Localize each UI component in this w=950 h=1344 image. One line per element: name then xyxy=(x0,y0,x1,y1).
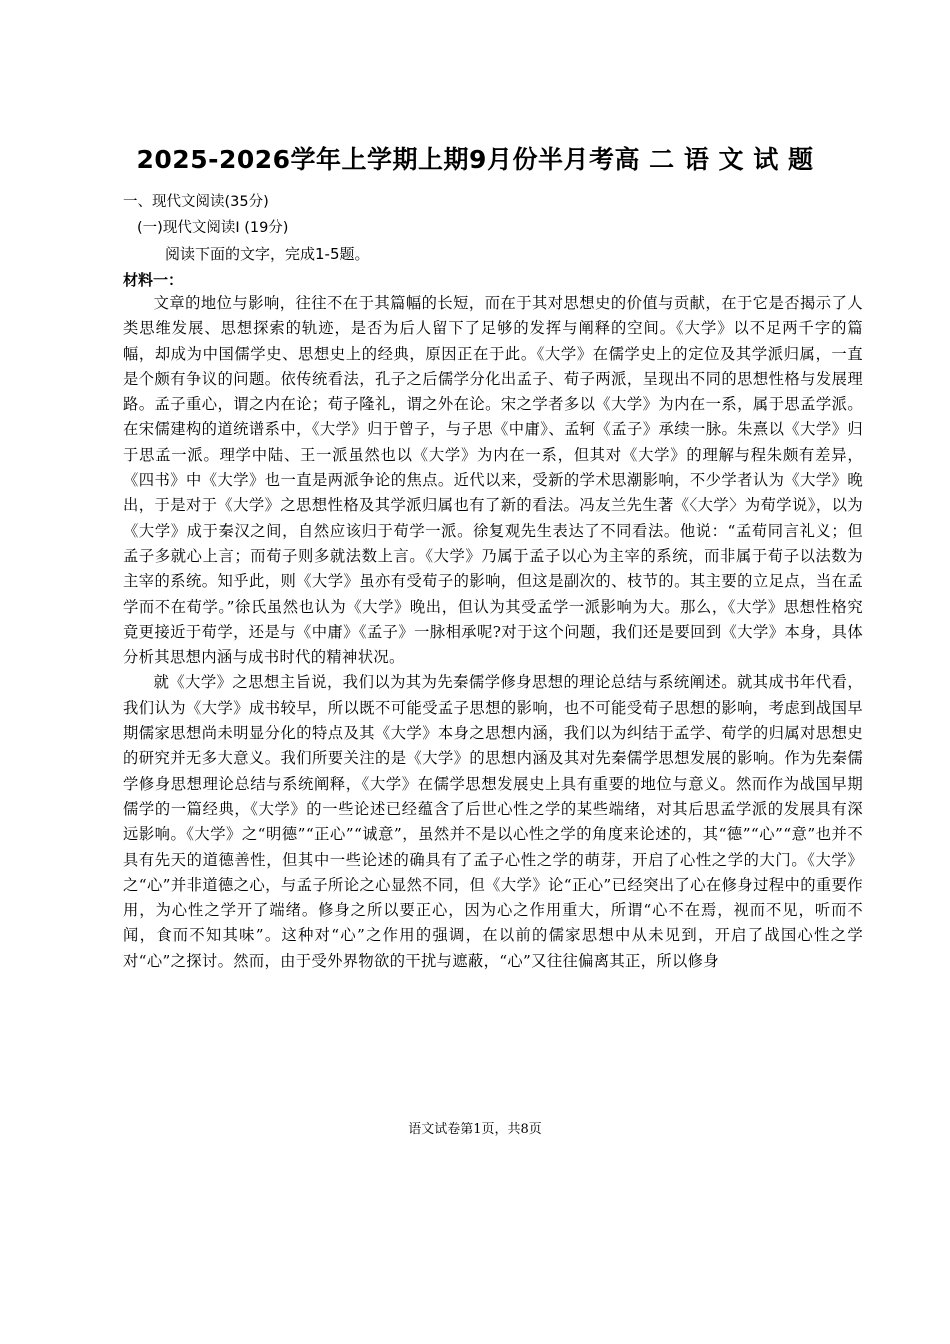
reading-instruction: 阅读下面的文字，完成1-5题。 xyxy=(165,245,370,263)
reading-passage xyxy=(123,291,863,974)
material-label: 材料一： xyxy=(123,271,184,289)
page-footer: 语文试卷第1页，共8页 xyxy=(408,1122,542,1137)
section-heading: 一、现代文阅读(35分) xyxy=(123,194,269,210)
passage-paragraph: 就《大学》之思想主旨说，我们以为其为先秦儒学修身思想的理论总结与系统阐述。就其成书年代看，我们认为《大学》成书较早，所以既不可能受孟子思想的影响，也不可能受荀子思想的影响，考虑到战国早期儒家思想尚未明显分化的特点及其《大学》本身之思想内涵，我们以为纠结于孟学、荀学的归属对思想史的研究并无多大意义。我们所要关注的是《大学》的思想内涵及其对先秦儒学思想发展的影响。作为先秦儒学修身思想理论总结与系统阐释，《大学》在儒学思想发展史上具有重要的地位与意义。然而作为战国早期儒学的一篇经典，《大学》的一些论述已经蕴含了后世心性之学的某些端绪，对其后思孟学派的发展具有深远影响。《大学》之“明德”“正心”“诚意”，虽然并不是以心性之学的角度来论述的，其“德”“心”“意”也并不具有先天的道德善性，但其中一些论述的确具有了孟子心性之学的萌芽，开启了心性之学的大门。《大学》之“心”并非道德之心，与孟子所论之心显然不同，但《大学》论“正心”已经突出了心在修身过程中的重要作用，为心性之学开了端绪。修身之所以要正心，因为心之作用重大，所谓“心不在焉，视而不见，听而不闻，食而不知其味”。这种对“心”之作用的强调，在以前的儒家思想中从未见到，开启了战国心性之学对“心”之探讨。然而，由于受外界物欲的干扰与遮蔽，“心”又往往偏离其正，所以修身 xyxy=(123,673,863,970)
subsection-heading: (一)现代文阅读Ⅰ (19分) xyxy=(137,220,289,236)
exam-title: 2025-2026学年上学期上期9月份半月考高 二 语 文 试 题 xyxy=(136,145,814,174)
passage-paragraph: 文章的地位与影响，往往不在于其篇幅的长短，而在于其对思想史的价值与贡献，在于它是否揭示了人类思维发展、思想探索的轨迹，是否为后人留下了足够的发挥与阐释的空间。《大学》以不足两千字的篇幅，却成为中国儒学史、思想史上的经典，原因正在于此。《大学》在儒学史上的定位及其学派归属，一直是个颇有争议的问题。依传统看法，孔子之后儒学分化出孟子、荀子两派，呈现出不同的思想性格与发展理路。孟子重心，谓之内在论；荀子隆礼，谓之外在论。宋之学者多以《大学》为内在一系，属于思孟学派。在宋儒建构的道统谱系中，《大学》归于曾子，与子思《中庸》、孟轲《孟子》承续一脉。朱熹以《大学》归于思孟一派。理学中陆、王一派虽然也以《大学》为内在一系，但其对《大学》的理解与程朱颇有差异，《四书》中《大学》也一直是两派争论的焦点。近代以来，受新的学术思潮影响，不少学者认为《大学》晚出，于是对于《大学》之思想性格及其学派归属也有了新的看法。冯友兰先生著《〈大学〉为荀学说》，以为《大学》成于秦汉之间，自然应该归于荀学一派。徐复观先生表达了不同看法。他说：“孟荀同言礼义；但孟子多就心上言；而荀子则多就法数上言。《大学》乃属于孟子以心为主宰的系统，而非属于荀子以法数为主宰的系统。知乎此，则《大学》虽亦有受荀子的影响，但这是副次的、枝节的。其主要的立足点，当在孟学而不在荀学。”徐氏虽然也认为《大学》晚出，但认为其受孟学一派影响为大。那么，《大学》思想性格究竟更接近于荀学，还是与《中庸》《孟子》一脉相承呢?对于这个问题，我们还是要回到《大学》本身，具体分析其思想内涵与成书时代的精神状况。 xyxy=(123,294,863,667)
